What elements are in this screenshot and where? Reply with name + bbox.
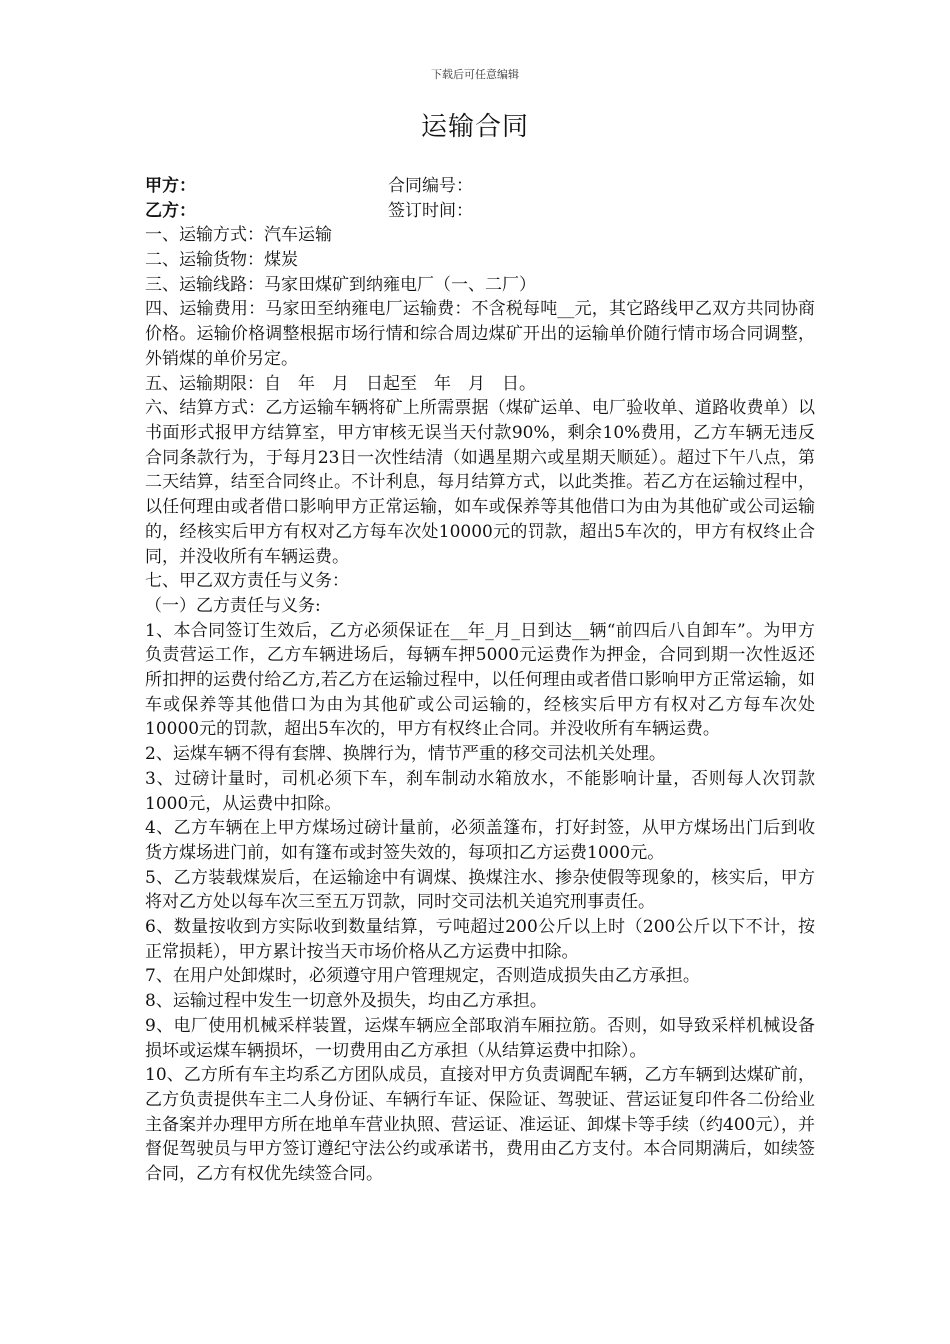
item-8: 8、运输过程中发生一切意外及损失，均由乙方承担。	[145, 991, 547, 1012]
page-title: 运输合同	[420, 112, 529, 142]
contract-body	[145, 174, 815, 1187]
item-9: 9、电厂使用机械采样装置，运煤车辆应全部取消车厢拉筋。否则，如导致采样机械设备损坏或运煤车辆损坏，一切费用由乙方承担（从结算运费中扣除）。	[145, 1015, 815, 1061]
item-6: 6、数量按收到方实际收到数量结算，亏吨超过200公斤以上时（200公斤以下不计，按正常损耗），甲方累计按当天市场价格从乙方运费中扣除。	[145, 917, 815, 962]
party-row-b	[145, 199, 815, 224]
item-1: 1、本合同签订生效后，乙方必须保证在__年_月_日到达__辆“前四后八自卸车”。为甲方负责营运工作，乙方车辆进场后，每辆车押5000元运费作为押金，合同到期一次性返还所扣押的运费付给乙方,若乙方在运输过程中，以任何理由或者借口影响甲方正常运输，如车或保养等其他借口为由为其他矿或公司运输的，经核实后甲方有权对乙方每车次处10000元的罚款，超出5车次的，甲方有权终止合同。并没收所有车辆运费。	[145, 620, 815, 740]
clause-transport-goods: 二、运输货物：煤炭	[145, 250, 298, 271]
item-4: 4、乙方车辆在上甲方煤场过磅计量前，必须盖篷布，打好封签，从甲方煤场出门后到收货方煤场进门前，如有篷布或封签失效的，每项扣乙方运费1000元。	[145, 818, 815, 863]
clause-settlement: 六、结算方式：乙方运输车辆将矿上所需票据（煤矿运单、电厂验收单、道路收费单）以书面形式报甲方结算室，甲方审核无误当天付款90%，剩余10%费用，乙方车辆无违反合同条款行为，于每月23日一次性结清（如遇星期六或星期天顺延）。超过下午八点，第二天结算，结至合同终止。不计利息，每月结算方式，以此类推。若乙方在运输过程中，以任何理由或者借口影响甲方正常运输，如车或保养等其他借口为由为其他矿或公司运输的，经核实后甲方有权对乙方每车次处10000元的罚款，超出5车次的，甲方有权终止合同，并没收所有车辆运费。	[145, 398, 815, 567]
party-row-a	[145, 174, 815, 199]
item-7: 7、在用户处卸煤时，必须遵守用户管理规定，否则造成损失由乙方承担。	[145, 966, 700, 987]
clause-transport-route: 三、运输线路：马家田煤矿到纳雍电厂（一、二厂）	[145, 274, 536, 295]
item-10: 10、乙方所有车主均系乙方团队成员，直接对甲方负责调配车辆，乙方车辆到达煤矿前，乙方负责提供车主二人身份证、车辆行车证、保险证、驾驶证、营运证复印件各二份给业主备案并办理甲方所在地单车营业执照、营运证、准运证、卸煤卡等手续（约400元），并督促驾驶员与甲方签订遵纪守法公约或承诺书，费用由乙方支付。本合同期满后，如续签合同，乙方有权优先续签合同。	[145, 1065, 815, 1185]
clause-transport-period: 五、运输期限：自 年 月 日起至 年 月 日。	[145, 373, 536, 394]
subclause-party-b-heading: （一）乙方责任与义务:	[145, 595, 321, 616]
header-note: 下载后可任意编辑	[431, 68, 519, 81]
party-a-label: 甲方：	[145, 176, 196, 196]
clause-responsibilities: 七、甲乙双方责任与义务：	[145, 571, 349, 592]
sign-time-label: 签订时间：	[388, 200, 473, 221]
item-3: 3、过磅计量时，司机必须下车，刹车制动水箱放水，不能影响计量，否则每人次罚款1000元，从运费中扣除。	[145, 768, 815, 814]
clause-transport-method: 一、运输方式：汽车运输	[145, 225, 332, 246]
item-2: 2、运煤车辆不得有套牌、换牌行为，情节严重的移交司法机关处理。	[145, 744, 666, 765]
item-5: 5、乙方装载煤炭后，在运输途中有调煤、换煤注水、掺杂使假等现象的，核实后，甲方将对乙方处以每车次三至五万罚款，同时交司法机关追究刑事责任。	[145, 867, 815, 913]
clause-transport-fee: 四、运输费用：马家田至纳雍电厂运输费：不含税每吨__元，其它路线甲乙双方共同协商价格。运输价格调整根据市场行情和综合周边煤矿开出的运输单价随行情市场合同调整，外销煤的单价另定。	[145, 299, 815, 369]
party-b-label: 乙方：	[145, 200, 196, 221]
contract-number-label: 合同编号：	[388, 176, 473, 196]
